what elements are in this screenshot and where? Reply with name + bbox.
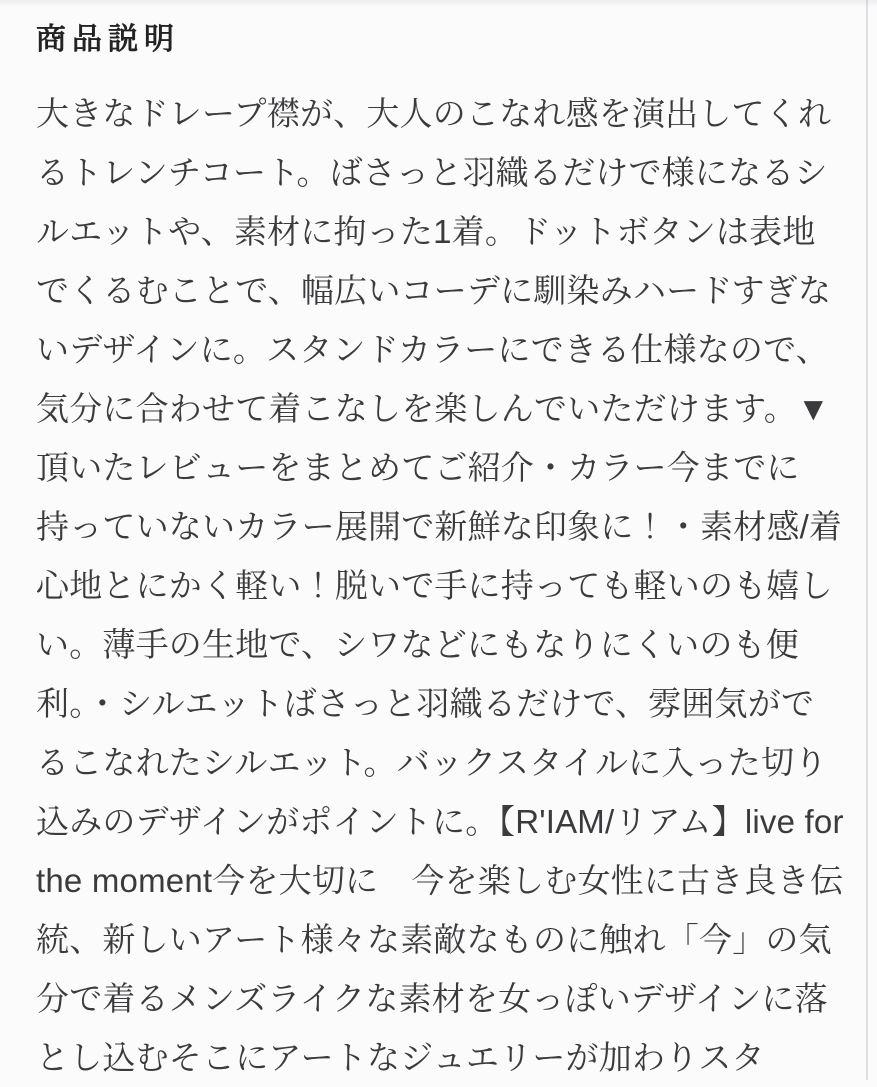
section-title: 商品説明 bbox=[36, 23, 180, 56]
content-right-border bbox=[866, 0, 868, 1080]
product-description-text: 大きなドレープ襟が、大人のこなれ感を演出してくれるトレンチコート。ばさっと羽織るだけで様になるシルエットや、素材に拘った1着。ドットボタンは表地でくるむことで、幅広いコーデに馴染みハードすぎないデザインに。スタンドカラーにできる仕様なので、気分に合わせて着こなしを楽しんでいただけます。▼頂いたレビューをまとめてご紹介・カラー今までに持っていないカラー展開で新鮮な印象に！・素材感/着心地とにかく軽い！脱いで手に持っても軽いのも嬉しい。薄手の生地で、シワなどにもなりにくいのも便利。・シルエットばさっと羽織るだけで、雰囲気がでるこなれたシルエット。バックスタイルに入った切り込みのデザインがポイントに。【R'IAM/リアム】live for the moment今を大切に 今を楽しむ女性に古き良き伝統、新しいアート様々な素敵なものに触れ「今」の気分で着るメンズライクな素材を女っぽいデザインに落とし込むそこにアートなジュエリーが加わりスタ bbox=[36, 95, 844, 1076]
